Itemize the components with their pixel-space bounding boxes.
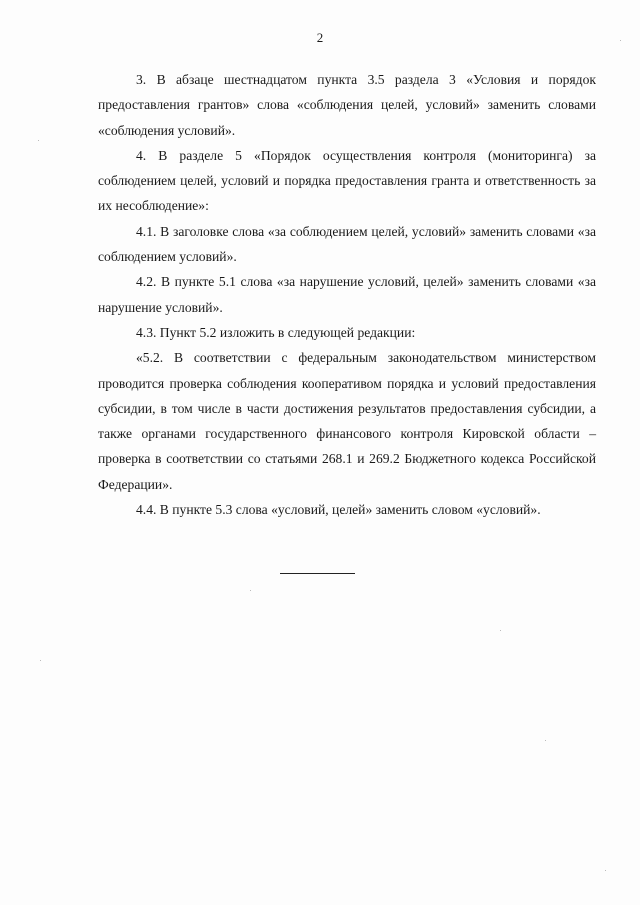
paragraph-4: 4. В разделе 5 «Порядок осуществления контроля (мониторинга) за соблюдением целей, условий и порядка предоставления гранта и ответственность за их несоблюдение»: <box>98 147 596 214</box>
scan-speck <box>620 40 621 41</box>
paragraph-3: 3. В абзаце шестнадцатом пункта 3.5 раздела 3 «Условия и порядок предоставления грантов» слова «соблюдения целей, условий» заменить словами «соблюдения условий». <box>98 72 596 138</box>
paragraph-4-4: 4.4. В пункте 5.3 слова «условий, целей» заменить словом «условий». <box>136 502 541 518</box>
scan-speck <box>40 660 41 661</box>
closing-divider-line <box>280 573 355 574</box>
scan-speck <box>500 630 501 631</box>
paragraph-4-3: 4.3. Пункт 5.2 изложить в следующей редакции: <box>136 324 416 340</box>
page-number: 2 <box>316 30 324 45</box>
scan-speck <box>545 740 546 741</box>
paragraph-4-1: 4.1. В заголовке слова «за соблюдением целей, условий» заменить словами «за соблюдением условий». <box>98 223 596 265</box>
scan-speck <box>38 140 39 141</box>
scan-speck <box>250 590 251 591</box>
paragraph-5-2-quote: «5.2. В соответствии с федеральным законодательством министерством проводится проверка соблюдения кооперативом порядка и условий предоставления субсидии, в том числе в части достижения результатов предоставления субсидии, а также органами государственного финансового контроля Кировской области – проверка в соответствии со статьями 268.1 и 269.2 Бюджетного кодекса Российской Федерации». <box>98 350 596 492</box>
paragraph-4-2: 4.2. В пункте 5.1 слова «за нарушение условий, целей» заменить словами «за нарушение условий». <box>98 274 596 315</box>
scan-speck <box>605 870 606 871</box>
document-body <box>98 67 596 522</box>
